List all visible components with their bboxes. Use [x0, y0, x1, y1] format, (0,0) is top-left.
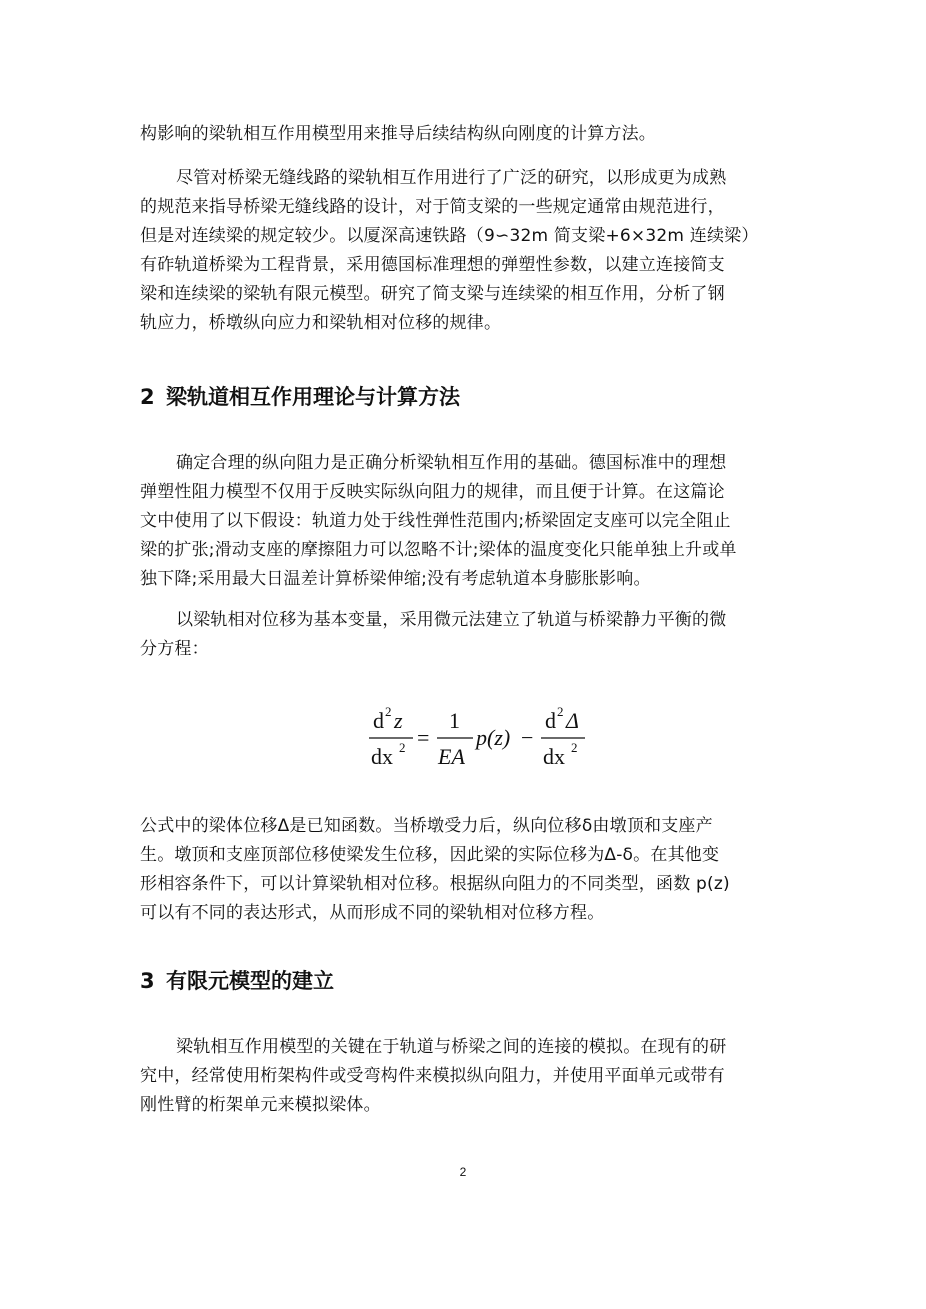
text-line: 的规范来指导桥梁无缝线路的设计，对于简支梁的一些规定通常由规范进行，	[140, 197, 725, 217]
text-line: 构影响的梁轨相互作用模型用来推导后续结构纵向刚度的计算方法。	[140, 124, 656, 144]
formula-explanation-paragraph	[140, 812, 790, 928]
formula-text: =	[417, 725, 430, 750]
resistance-paragraph	[140, 449, 790, 594]
section-title: 梁轨道相互作用理论与计算方法	[166, 385, 460, 409]
text-line: 确定合理的纵向阻力是正确分析梁轨相互作用的基础。德国标准中的理想	[176, 453, 727, 473]
text-line: 尽管对桥梁无缝线路的梁轨相互作用进行了广泛的研究，以形成更为成熟	[176, 168, 727, 188]
text-line: 有砟轨道桥梁为工程背景，采用德国标准理想的弹塑性参数，以建立连接简支	[140, 255, 725, 275]
equation-intro-paragraph	[140, 606, 790, 664]
formula-text: z	[394, 708, 403, 733]
text-line: 公式中的梁体位移Δ是已知函数。当桥墩受力后，纵向位移δ由墩顶和支座产	[140, 816, 713, 836]
formula-text: p(z)	[476, 725, 511, 750]
section-3-heading	[140, 965, 334, 995]
background-paragraph	[140, 164, 790, 338]
model-paragraph	[140, 1033, 790, 1120]
formula-text: 2	[385, 704, 392, 719]
text-line: 究中，经常使用桁架构件或受弯构件来模拟纵向阻力，并使用平面单元或带有	[140, 1066, 725, 1086]
text-line: 生。墩顶和支座顶部位移使梁发生位移，因此梁的实际位移为Δ-δ。在其他变	[140, 845, 720, 865]
text-line: 轨应力，桥墩纵向应力和梁轨相对位移的规律。	[140, 313, 502, 333]
formula-text: dx	[371, 744, 393, 769]
formula-text: EA	[438, 744, 465, 769]
section-number: 2	[140, 385, 155, 409]
formula-text: d	[545, 708, 556, 733]
formula-text: 2	[557, 704, 564, 719]
text-line: 梁和连续梁的梁轨有限元模型。研究了简支梁与连续梁的相互作用，分析了钢	[140, 284, 725, 304]
formula-text: dx	[543, 744, 565, 769]
formula-text: 2	[399, 740, 406, 755]
text-line: 独下降;采用最大日温差计算桥梁伸缩;没有考虑轨道本身膨胀影响。	[140, 569, 651, 589]
formula-text: Δ	[566, 708, 579, 733]
text-line: 以梁轨相对位移为基本变量，采用微元法建立了轨道与桥梁静力平衡的微	[176, 610, 727, 630]
section-number: 3	[140, 969, 155, 993]
section-2-heading	[140, 381, 460, 411]
differential-equation	[363, 700, 603, 776]
text-line: 但是对连续梁的规定较少。以厦深高速铁路（9∽32m 简支梁+6×32m 连续梁）	[140, 226, 759, 246]
section-title: 有限元模型的建立	[166, 969, 334, 993]
text-line: 梁的扩张;滑动支座的摩擦阻力可以忽略不计;梁体的温度变化只能单独上升或单	[140, 540, 737, 560]
text-line: 弹塑性阻力模型不仅用于反映实际纵向阻力的规律，而且便于计算。在这篇论	[140, 482, 725, 502]
page-number: 2	[459, 1165, 467, 1179]
text-line: 可以有不同的表达形式，从而形成不同的梁轨相对位移方程。	[140, 903, 605, 923]
formula-text: d	[373, 708, 384, 733]
text-line: 文中使用了以下假设：轨道力处于线性弹性范围内;桥梁固定支座可以完全阻止	[140, 511, 731, 531]
text-line: 形相容条件下，可以计算梁轨相对位移。根据纵向阻力的不同类型，函数 p(z)	[140, 874, 730, 894]
text-line: 梁轨相互作用模型的关键在于轨道与桥梁之间的连接的模拟。在现有的研	[176, 1037, 727, 1057]
intro-tail-paragraph	[140, 120, 790, 149]
formula-text: 2	[571, 740, 578, 755]
text-line: 刚性臂的桁架单元来模拟梁体。	[140, 1095, 381, 1115]
formula-text: 1	[449, 708, 460, 733]
formula-text: −	[521, 725, 534, 750]
text-line: 分方程：	[140, 639, 209, 659]
